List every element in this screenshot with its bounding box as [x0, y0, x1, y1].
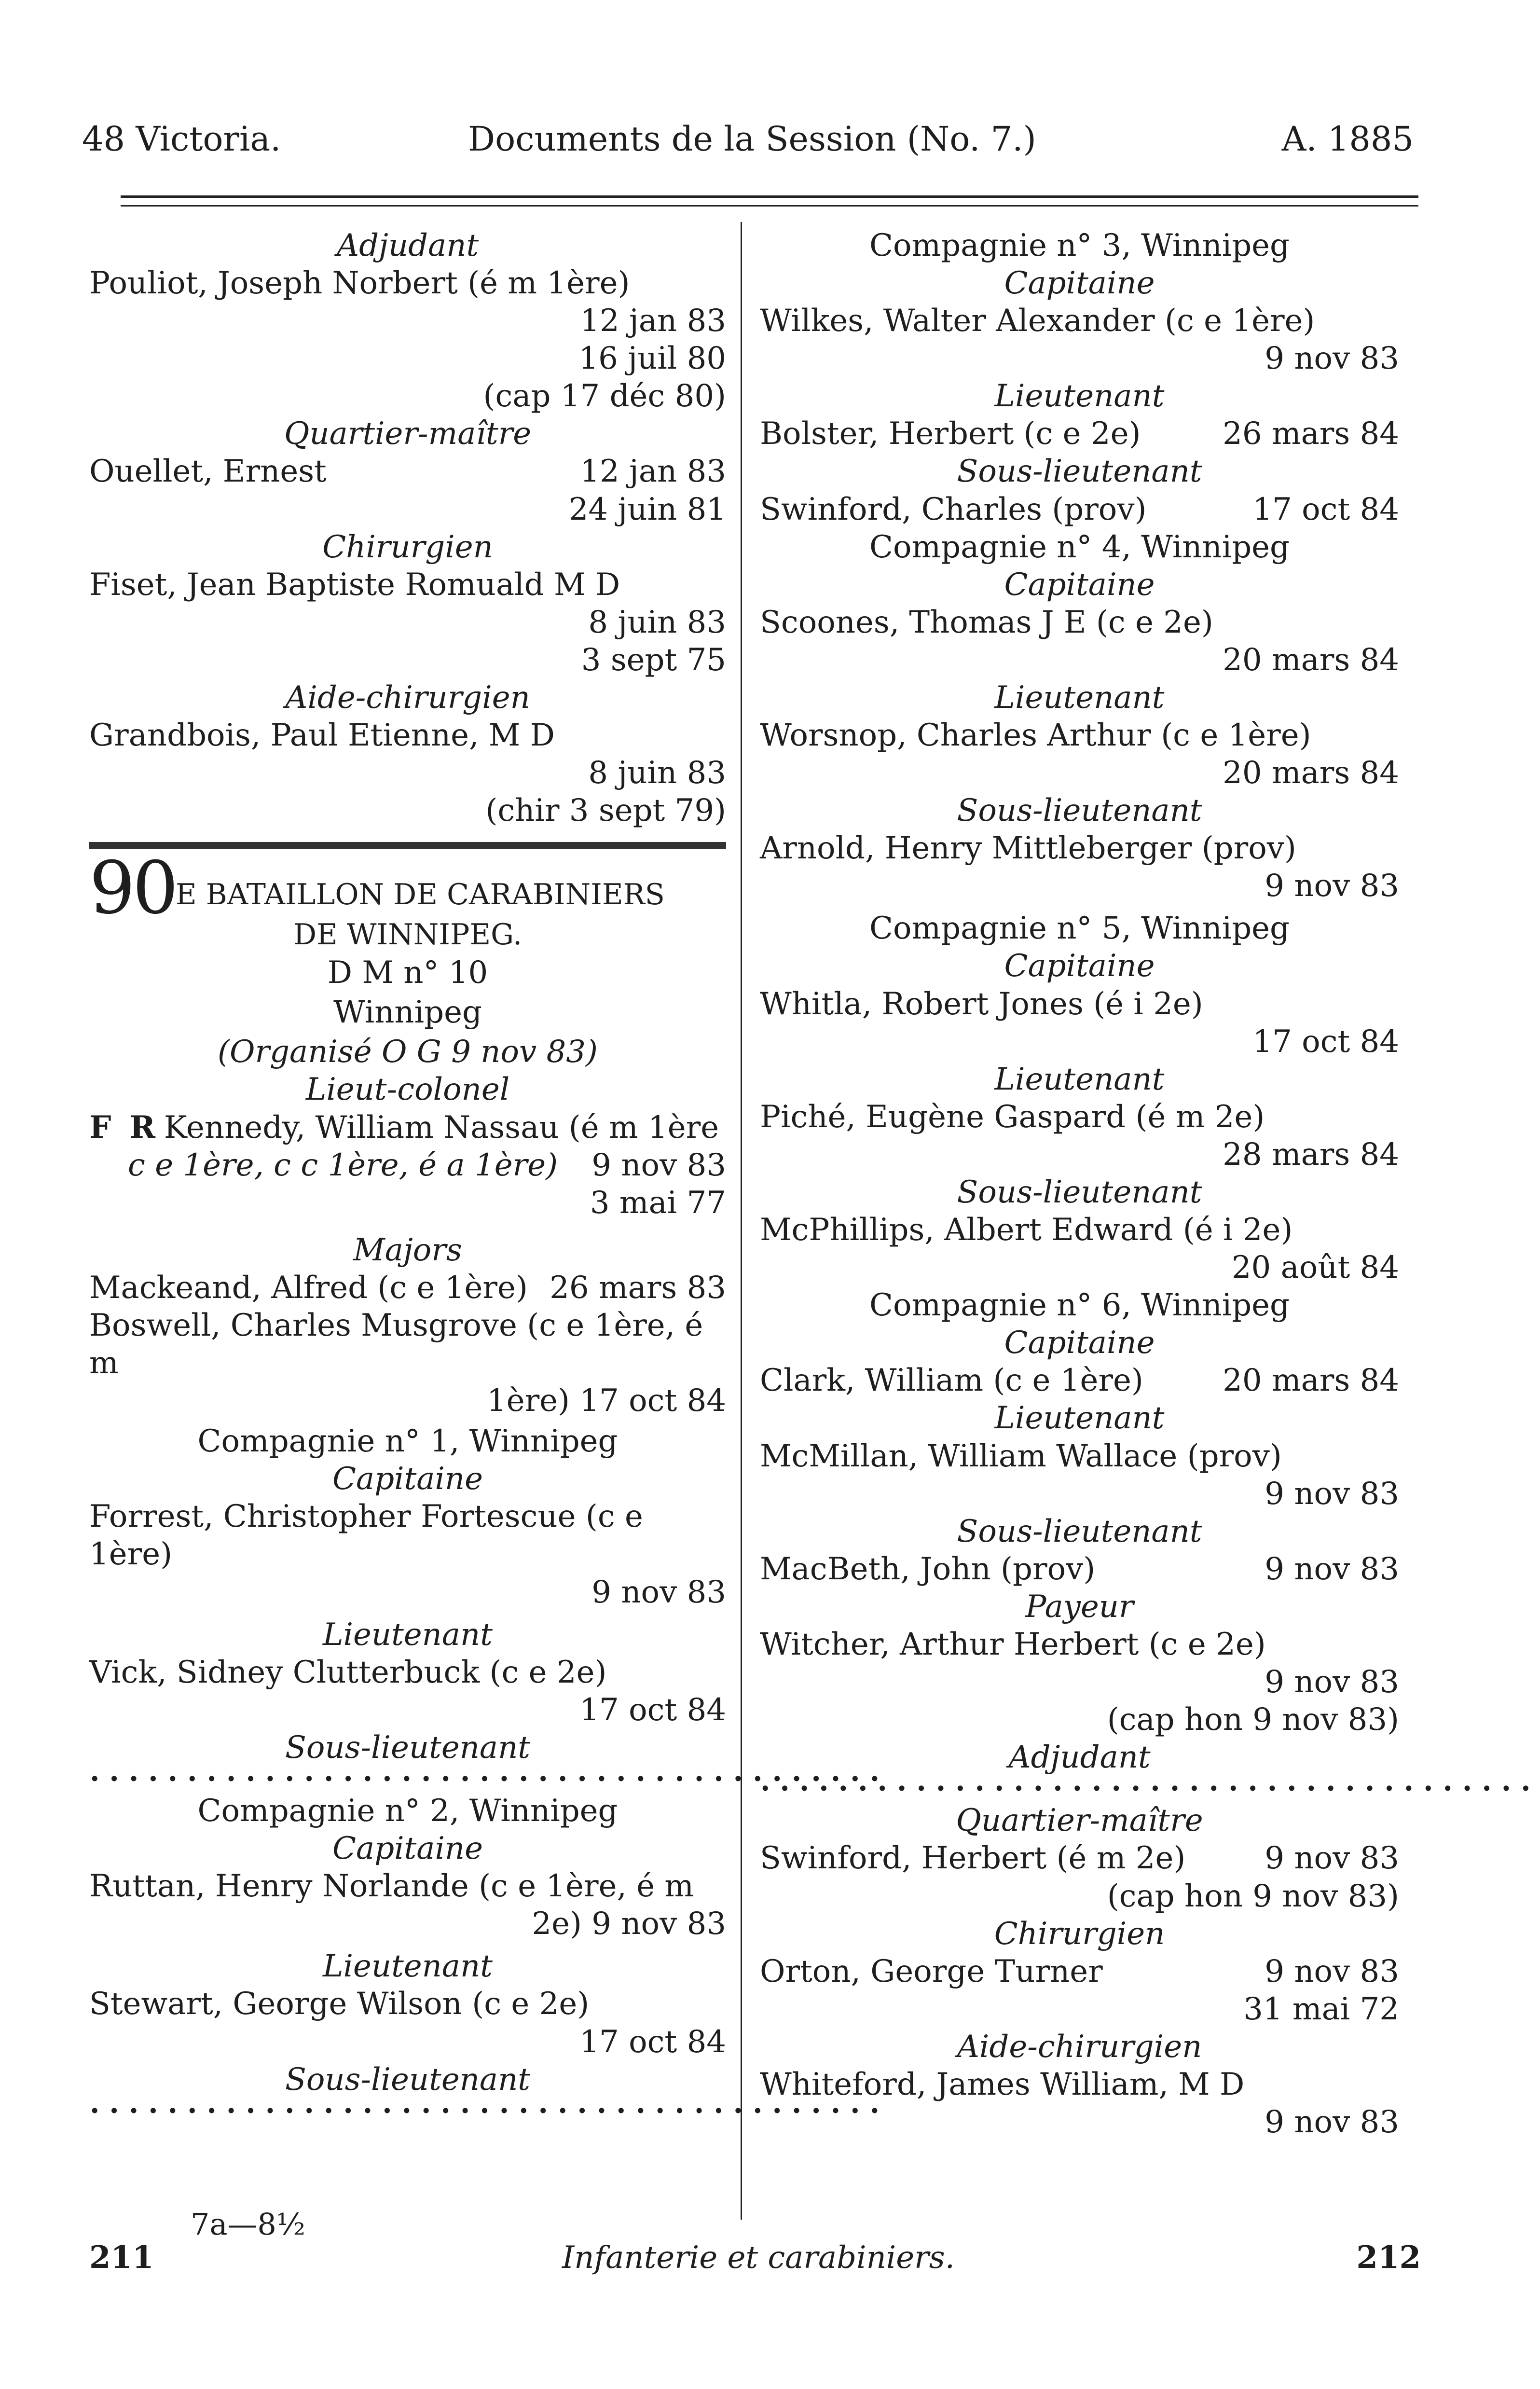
officer-entry: [760, 491, 1399, 528]
officer-name: Whiteford, James William, M D: [760, 2066, 1245, 2102]
vacant-dots: •••••••••••••••••••••••••••••••••••••••••: [89, 2100, 889, 2122]
date: 17 oct 84: [1252, 491, 1399, 527]
officer-entry: [89, 1905, 726, 1943]
date: 16 juil 80: [578, 341, 726, 377]
officer-name: Grandbois, Paul Etienne, M D: [89, 718, 555, 754]
date: 20 août 84: [1231, 1250, 1399, 1286]
rank-title-captain: Capitaine: [332, 1461, 483, 1497]
officer-name: Bolster, Herbert (c e 2e): [760, 416, 1141, 452]
officer-name: Swinford, Charles (prov): [760, 491, 1147, 527]
officer-entry: [89, 1382, 726, 1420]
right-column: [760, 227, 1540, 2141]
rank-title-second-lieutenant: Sous-lieutenant: [285, 1729, 530, 1766]
vacant-dots: •••••••••••••••••••••••••••••••••••••••••: [89, 1768, 889, 1790]
date: 12 jan 83: [580, 303, 726, 339]
header-volume: 48 Victoria.: [82, 119, 281, 159]
section-title-adjudant: Adjudant: [1008, 1740, 1151, 1776]
page-footer: [89, 2207, 1421, 2287]
officer-name: Ouellet, Ernest: [89, 454, 327, 490]
header-rule: [121, 195, 1418, 198]
header-title: Documents de la Session (No. 7.): [468, 119, 1036, 159]
date: 9 nov 83: [1265, 868, 1399, 904]
officer-entry: [760, 1839, 1399, 1877]
officer-dates: [760, 1663, 1399, 1739]
section-title-adjudant: Adjudant: [336, 228, 479, 263]
date: 9 nov 83: [1265, 1476, 1399, 1512]
company-title: Compagnie n° 1, Winnipeg: [197, 1423, 618, 1460]
date: 26 mars 84: [1223, 416, 1399, 452]
date: 20 mars 84: [1223, 1363, 1399, 1399]
military-district: D M n° 10: [327, 955, 488, 991]
officer-name: Scoones, Thomas J E (c e 2e): [760, 604, 1213, 640]
page-number-right: 212: [1356, 2239, 1421, 2276]
officer-name: Kennedy, William Nassau (é m 1ère: [164, 1109, 719, 1146]
rank-title-second-lieutenant: Sous-lieutenant: [285, 2061, 530, 2098]
header-rule-thin: [121, 205, 1418, 207]
officer-name: Mackeand, Alfred (c e 1ère): [89, 1270, 528, 1306]
rank-title-lieutenant: Lieutenant: [994, 679, 1165, 716]
section-title-surgeon: Chirurgien: [994, 1916, 1165, 1952]
footer-title: Infanterie et carabiniers.: [562, 2240, 955, 2276]
date: 9 nov 83: [1265, 1551, 1399, 1587]
officer-dates: [89, 604, 726, 679]
date: 8 juin 83: [588, 604, 726, 640]
section-title-quartermaster: Quartier-maître: [956, 1803, 1203, 1839]
page-number-left: 211: [89, 2239, 154, 2276]
date: 26 mars 83: [550, 1270, 726, 1306]
date: 28 mars 84: [1223, 1136, 1399, 1173]
date: 17 oct 84: [579, 1692, 726, 1728]
company-title: Compagnie n° 4, Winnipeg: [869, 529, 1290, 565]
rank-title-second-lieutenant: Sous-lieutenant: [957, 1513, 1202, 1549]
signature-mark: 7a—8½: [191, 2207, 305, 2242]
date: 9 nov 83: [591, 1906, 726, 1942]
date: (cap hon 9 nov 83): [1107, 1878, 1399, 1914]
left-column: [89, 227, 889, 2124]
date: 9 nov 83: [591, 1574, 726, 1610]
officer-name: McPhillips, Albert Edward (é i 2e): [760, 1212, 1293, 1248]
date: 3 mai 77: [590, 1185, 726, 1221]
battalion-number: 90: [89, 846, 176, 931]
rank-title-second-lieutenant: Sous-lieutenant: [957, 793, 1202, 829]
officer-dates: [89, 754, 726, 829]
rank-title-captain: Capitaine: [1004, 265, 1155, 302]
date: 9 nov 83: [1265, 341, 1399, 377]
company-title: Compagnie n° 5, Winnipeg: [869, 911, 1290, 947]
date: (cap 17 déc 80): [483, 378, 726, 414]
officer-name: Pouliot, Joseph Norbert (é m 1ère): [89, 265, 630, 302]
officer-name: Swinford, Herbert (é m 2e): [760, 1840, 1186, 1877]
officer-name: Forrest, Christopher Fortescue (c e 1ère): [89, 1499, 643, 1573]
company-title: Compagnie n° 3, Winnipeg: [869, 228, 1290, 263]
officer-name: Wilkes, Walter Alexander (c e 1ère): [760, 303, 1315, 339]
rank-title-lieutenant: Lieutenant: [994, 1061, 1165, 1097]
date: 17 oct 84: [579, 1383, 726, 1419]
date: 20 mars 84: [1223, 755, 1399, 791]
officer-entry: [760, 1953, 1399, 1990]
rank-title-lieutenant: Lieutenant: [994, 378, 1165, 414]
date: 9 nov 83: [1265, 1664, 1399, 1700]
company-title: Compagnie n° 6, Winnipeg: [869, 1287, 1290, 1324]
rank-title-second-lieutenant: Sous-lieutenant: [957, 1174, 1202, 1210]
section-title-paymaster: Payeur: [1025, 1588, 1134, 1625]
column-divider: [741, 222, 742, 2220]
officer-entry: [89, 1269, 726, 1307]
rank-title-lieutenant: Lieutenant: [323, 1948, 493, 1985]
officer-entry: [89, 1146, 726, 1184]
officer-name: Piché, Eugène Gaspard (é m 2e): [760, 1099, 1265, 1135]
officer-entry: [760, 1550, 1399, 1588]
officer-name: Clark, William (c e 1ère): [760, 1363, 1143, 1399]
section-title-assistant-surgeon: Aide-chirurgien: [957, 2029, 1202, 2065]
city: Winnipeg: [333, 994, 482, 1031]
header-year: A. 1885: [1281, 119, 1414, 159]
date: 17 oct 84: [579, 2024, 726, 2060]
officer-name: Stewart, George Wilson (c e 2e): [89, 1986, 590, 2022]
date: 31 mai 72: [1243, 1991, 1399, 2027]
date: 9 nov 83: [1265, 1840, 1399, 1877]
officer-qualifications: 2e): [532, 1906, 582, 1942]
battalion-heading: [89, 846, 726, 931]
section-title-lieut-colonel: Lieut-colonel: [305, 1072, 510, 1108]
officer-name: Worsnop, Charles Arthur (c e 1ère): [760, 718, 1311, 754]
company-title: Compagnie n° 2, Winnipeg: [197, 1793, 618, 1829]
battalion-title-line2: DE WINNIPEG.: [293, 918, 522, 952]
rank-title-captain: Capitaine: [1004, 566, 1155, 603]
date: 12 jan 83: [580, 454, 726, 490]
officer-entry: [760, 415, 1399, 453]
rank-title-captain: Capitaine: [332, 1831, 483, 1867]
officer-name: Boswell, Charles Musgrove (c e 1ère, é m: [89, 1307, 703, 1381]
officer-name: Fiset, Jean Baptiste Romuald M D: [89, 566, 620, 603]
officer-dates: [89, 302, 726, 415]
vacant-dots: ••••••••••••••••••••••••••••••••••••••••: [760, 1778, 1540, 1800]
officer-qualifications: 1ère): [486, 1383, 570, 1419]
officer-name: Vick, Sidney Clutterbuck (c e 2e): [89, 1654, 607, 1690]
organised-note: (Organisé O G 9 nov 83): [218, 1034, 598, 1070]
section-title-majors: Majors: [353, 1232, 462, 1268]
date: 20 mars 84: [1223, 642, 1399, 678]
rank-title-lieutenant: Lieutenant: [994, 1400, 1165, 1436]
officer-name: MacBeth, John (prov): [760, 1551, 1096, 1587]
officer-name: Whitla, Robert Jones (é i 2e): [760, 986, 1203, 1022]
officer-name: Ruttan, Henry Norlande (c e 1ère, é m: [89, 1868, 694, 1905]
officer-prefix: F R: [89, 1109, 159, 1146]
date: 3 sept 75: [581, 642, 726, 678]
officer-entry: [89, 453, 726, 490]
officer-name: Witcher, Arthur Herbert (c e 2e): [760, 1626, 1266, 1662]
officer-qualifications: c e 1ère, c c 1ère, é a 1ère): [128, 1147, 558, 1183]
officer-name: McMillan, William Wallace (prov): [760, 1438, 1282, 1474]
rank-title-lieutenant: Lieutenant: [323, 1616, 493, 1653]
officer-name: Arnold, Henry Mittleberger (prov): [760, 830, 1296, 867]
rank-title-second-lieutenant: Sous-lieutenant: [957, 454, 1202, 490]
officer-entry: [89, 1109, 726, 1146]
date: 8 juin 83: [588, 755, 726, 791]
date: 9 nov 83: [591, 1147, 726, 1183]
date: 17 oct 84: [1252, 1023, 1399, 1060]
rank-title-captain: Capitaine: [1004, 948, 1155, 984]
page-header: [82, 119, 1414, 172]
section-title-quartermaster: Quartier-maître: [284, 416, 532, 452]
date: (chir 3 sept 79): [485, 793, 726, 829]
officer-name: Orton, George Turner: [760, 1953, 1103, 1989]
date: 24 juin 81: [568, 491, 726, 527]
section-title-surgeon: Chirurgien: [322, 529, 493, 565]
date: (cap hon 9 nov 83): [1107, 1702, 1399, 1738]
rank-title-captain: Capitaine: [1004, 1325, 1155, 1361]
battalion-title-line1: E BATAILLON DE CARABINIERS: [175, 878, 665, 912]
date: 9 nov 83: [1265, 1953, 1399, 1989]
section-title-assistant-surgeon: Aide-chirurgien: [285, 679, 530, 716]
section-separator-bar: [89, 842, 726, 849]
date: 9 nov 83: [1265, 2104, 1399, 2140]
officer-entry: [760, 1362, 1399, 1399]
